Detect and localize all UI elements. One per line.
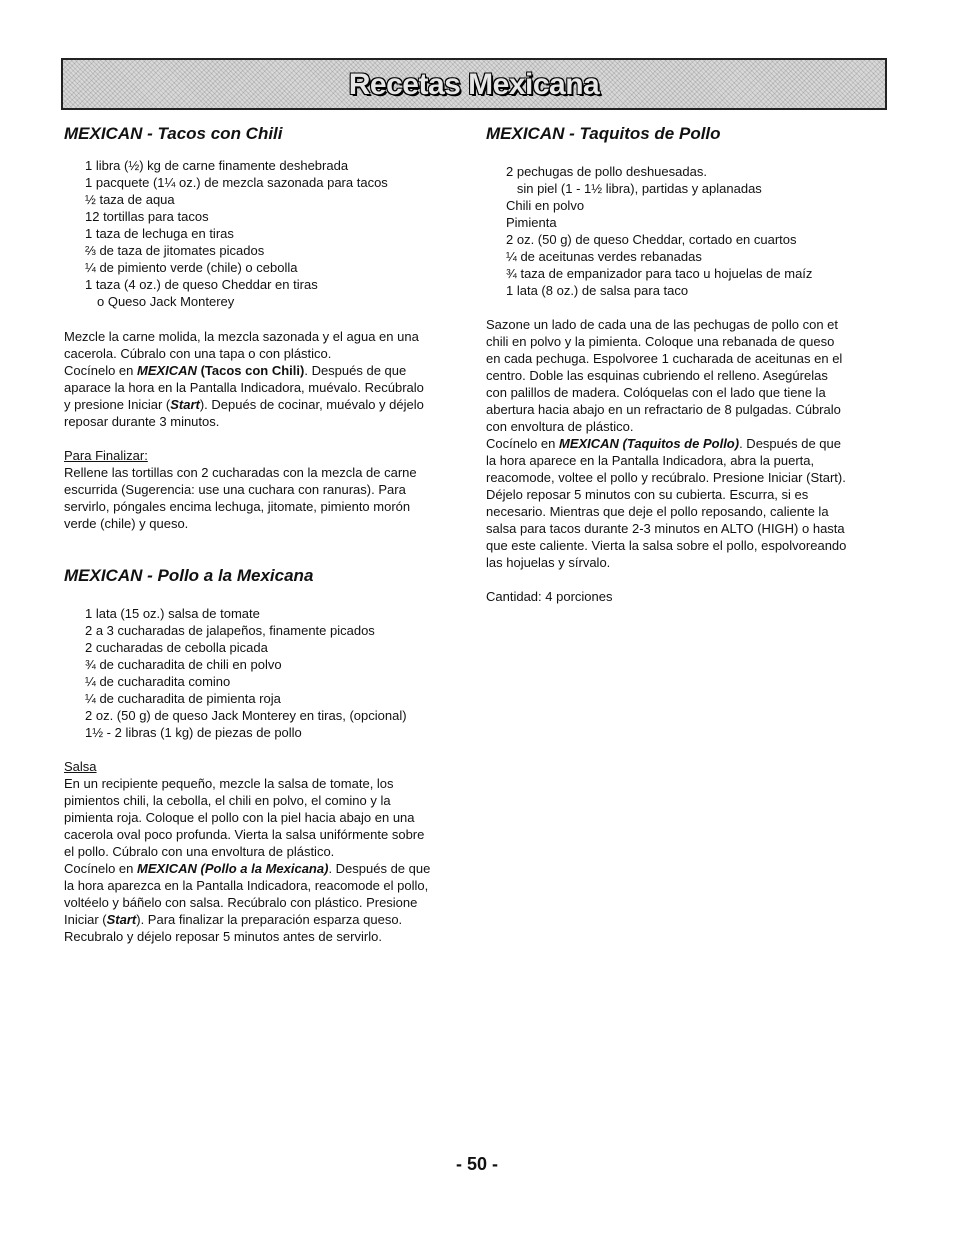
ingredient: 1 lata (8 oz.) de salsa para taco — [506, 283, 689, 298]
instruction-line: Rellene las tortillas con 2 cucharadas con la mezcla de carne — [64, 465, 417, 480]
mode-name: MEXICAN (Pollo a la Mexicana) — [137, 861, 329, 876]
recipe-title-tacos: MEXICAN - Tacos con Chili — [64, 124, 283, 143]
ingredient: ¼ de aceitunas verdes rebanadas — [506, 249, 702, 264]
mode-name: MEXICAN (Taquitos de Pollo) — [559, 436, 740, 451]
instruction-line: reacomode, voltee el pollo y recúbralo. Presione Iniciar (Start). — [486, 470, 846, 485]
instruction-line — [64, 860, 474, 877]
instruction-line: con palillos de madera. Colóquelas con el lado que tiene la — [486, 385, 826, 400]
title-banner — [61, 58, 887, 110]
ingredient: ½ taza de aqua — [85, 192, 175, 207]
instruction-line: Recubralo y déjelo reposar 5 minutos antes de servirlo. — [64, 929, 382, 944]
salsa-label: Salsa — [64, 759, 97, 774]
instruction-line: necesario. Mientras que deje el pollo reposando, caliente la — [486, 504, 829, 519]
ingredient: Chili en polvo — [506, 198, 585, 213]
instruction-line — [64, 911, 474, 928]
ingredient: ¾ taza de empanizador para taco u hojuelas de maíz — [506, 266, 813, 281]
ingredient: ⅔ de taza de jitomates picados — [85, 243, 265, 258]
ingredient: 1 libra (½) kg de carne finamente deshebrada — [85, 158, 349, 173]
start-key: Start — [170, 397, 200, 412]
ingredient: 2 a 3 cucharadas de jalapeños, finamente picados — [85, 623, 375, 638]
instruction-line: las hojuelas y sírvalo. — [486, 555, 611, 570]
instruction-text: . Después de que — [739, 436, 841, 451]
instruction-text: Cocínelo en — [64, 363, 137, 378]
ingredient: 1 taza (4 oz.) de queso Cheddar en tiras — [85, 277, 318, 292]
ingredient: Pimienta — [506, 215, 557, 230]
ingredient: 2 oz. (50 g) de queso Cheddar, cortado en cuartos — [506, 232, 797, 247]
instruction-line: Sazone un lado de cada una de las pechugas de pollo con et — [486, 317, 838, 332]
instruction-line: En un recipiente pequeño, mezcle la salsa de tomate, los — [64, 776, 394, 791]
ingredient: 1½ - 2 libras (1 kg) de piezas de pollo — [85, 725, 302, 740]
ingredient: ¼ de pimiento verde (chile) o cebolla — [85, 260, 298, 275]
instruction-line: en cada pechuga. Espolvoree 1 cucharada de aceitunas en el — [486, 351, 843, 366]
ingredient: 1 lata (15 oz.) salsa de tomate — [85, 606, 260, 621]
instruction-text: y presione Iniciar ( — [64, 397, 171, 412]
mode-subname: (Tacos con Chili) — [196, 363, 305, 378]
finalize-tacos — [64, 447, 474, 532]
instruction-line: Déjelo reposar 5 minutos con su cubierta. Escurra, si es — [486, 487, 809, 502]
instruction-line: chili en polvo y la pimienta. Coloque una rebanada de queso — [486, 334, 835, 349]
page-title: Recetas Mexicana — [348, 68, 600, 101]
instruction-line: el pollo. Cúbralo con una envoltura de plástico. — [64, 844, 335, 859]
instruction-line: escurrida (Sugerencia: use una cuchara con ranuras). Para — [64, 482, 406, 497]
instruction-text: . Después de que — [304, 363, 407, 378]
instruction-line: voltéelo y báñelo con salsa. Recúbralo con plástico. Presione — [64, 895, 418, 910]
instructions-pollo — [64, 758, 474, 945]
instruction-line: Mezcle la carne molida, la mezcla sazonada y el agua en una — [64, 329, 419, 344]
ingredient: ¼ de cucharadita comino — [85, 674, 231, 689]
finalize-label: Para Finalizar: — [64, 448, 148, 463]
yield-taquitos — [486, 588, 896, 605]
ingredients-pollo — [85, 605, 407, 741]
instruction-line: servirlo, póngales encima lechuga, jitomate, pimiento morón — [64, 499, 411, 514]
ingredient: 2 oz. (50 g) de queso Jack Monterey en tiras, (opcional) — [85, 708, 407, 723]
ingredients-tacos — [85, 157, 388, 310]
start-key: Start — [106, 912, 137, 927]
instruction-line: con envoltura de plástico. — [486, 419, 634, 434]
page-number: - 50 - — [455, 1154, 498, 1174]
instruction-line: cacerola. Cúbralo con una tapa o con plástico. — [64, 346, 332, 361]
instruction-line: cacerola oval poco profunda. Vierta la salsa unifórmente sobre — [64, 827, 425, 842]
instruction-line: que este caliente. Vierta la salsa sobre el pollo, espolvoreando — [486, 538, 847, 553]
instruction-line — [64, 396, 474, 413]
instruction-line — [64, 362, 474, 379]
yield-text: Cantidad: 4 porciones — [486, 589, 613, 604]
instruction-text: Cocínelo en — [64, 861, 137, 876]
instructions-tacos — [64, 328, 474, 430]
instruction-text: Cocínelo en — [486, 436, 559, 451]
instruction-line: salsa para tacos durante 2-3 minutos en ALTO (HIGH) o hasta — [486, 521, 845, 536]
mode-name: MEXICAN — [137, 363, 197, 378]
ingredient: sin piel (1 - 1½ libra), partidas y aplanadas — [506, 181, 762, 196]
instruction-line: pimientos chili, la cebolla, el chili en polvo, el comino y la — [64, 793, 391, 808]
instructions-taquitos — [486, 316, 906, 571]
instruction-line: abertura hacia abajo en un refractario de 8 pulgadas. Cúbralo — [486, 402, 841, 417]
instruction-text: ). Para finalizar la preparación esparza queso. — [136, 912, 403, 927]
ingredient: 1 pacquete (1¼ oz.) de mezcla sazonada para tacos — [85, 175, 388, 190]
ingredient: ¼ de cucharadita de pimienta roja — [85, 691, 281, 706]
ingredients-taquitos — [506, 163, 812, 299]
instruction-line: centro. Doble las esquinas cubriendo el relleno. Asegúrelas — [486, 368, 828, 383]
ingredient: o Queso Jack Monterey — [97, 294, 235, 309]
instruction-line — [486, 435, 906, 452]
instruction-line: la hora aparezca en la Pantalla Indicadora, reacomode el pollo, — [64, 878, 429, 893]
instruction-text: Iniciar ( — [64, 912, 107, 927]
ingredient: 2 pechugas de pollo deshuesadas. — [506, 164, 707, 179]
instruction-line: aparace la hora en la Pantalla Indicadora, muévalo. Recúbralo — [64, 380, 424, 395]
recipe-title-pollo: MEXICAN - Pollo a la Mexicana — [64, 566, 314, 585]
ingredient: 1 taza de lechuga en tiras — [85, 226, 234, 241]
ingredient: ¾ de cucharadita de chili en polvo — [85, 657, 282, 672]
ingredient: 12 tortillas para tacos — [85, 209, 209, 224]
instruction-line: verde (chile) y queso. — [64, 516, 189, 531]
instruction-line: la hora aparece en la Pantalla Indicadora, abra la puerta, — [486, 453, 815, 468]
instruction-line: reposar durante 3 minutos. — [64, 414, 220, 429]
instruction-text: ). Depués de cocinar, muévalo y déjelo — [199, 397, 424, 412]
instruction-line: pimienta roja. Coloque el pollo con la piel hacia abajo en una — [64, 810, 415, 825]
recipe-title-taquitos: MEXICAN - Taquitos de Pollo — [486, 124, 721, 143]
instruction-text: . Después de que — [328, 861, 431, 876]
ingredient: 2 cucharadas de cebolla picada — [85, 640, 268, 655]
